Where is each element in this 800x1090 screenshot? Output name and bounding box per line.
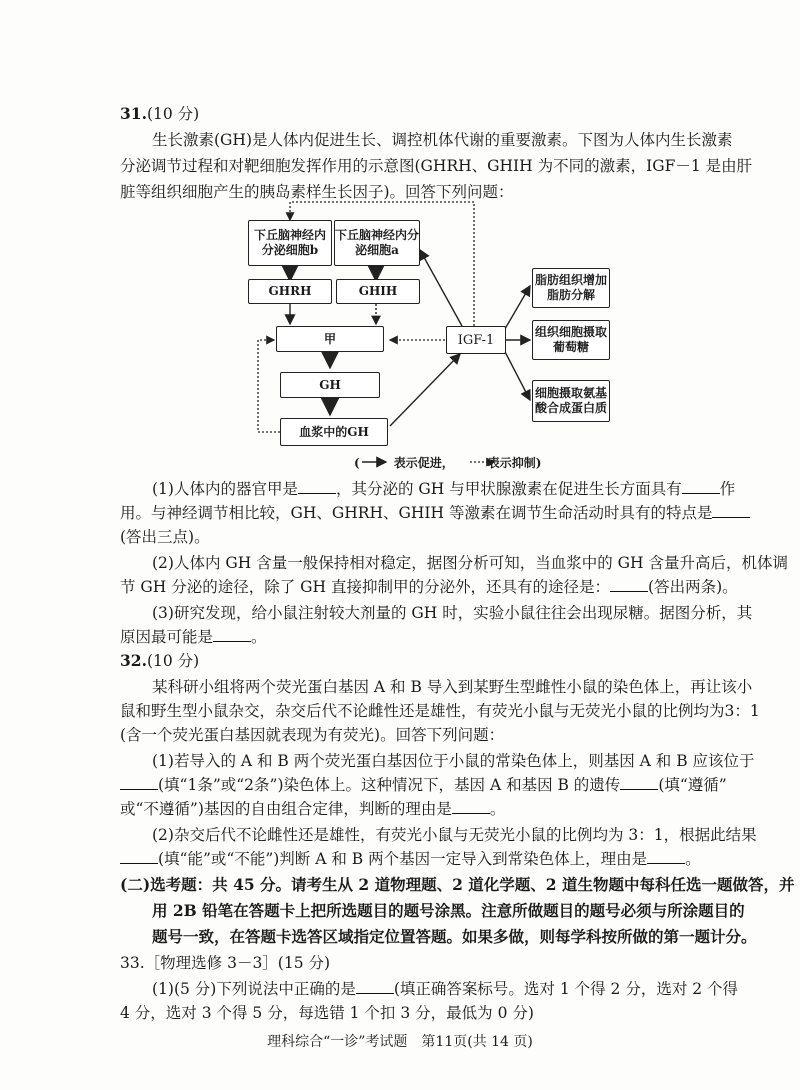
- arrow-plasma-jia-inhibit: [258, 340, 280, 432]
- q32-intro-1: 某科研小组将两个荧光蛋白基因 A 和 B 导入到某野生型雌性小鼠的染色体上，再让该小: [152, 678, 753, 696]
- page-footer: 理科综合“一诊”考试题 第11页(共 14 页): [267, 1034, 533, 1050]
- box-hypothalamus-cell-a: 下丘脑神经内分泌细胞a: [334, 220, 420, 266]
- box-igf-1: IGF-1: [446, 326, 506, 354]
- answer-blank: [213, 626, 251, 642]
- answer-blank: [620, 774, 658, 790]
- answer-blank: [356, 978, 394, 994]
- arrow-plasma-igf: [390, 354, 460, 426]
- q31-intro-1: 生长激素(GH)是人体内促进生长、调控机体代谢的重要激素。下图为人体内生长激素: [152, 131, 733, 149]
- q32-part2-line2: (填“能”或“不能”)判断 A 和 B 两个基因一定导入到常染色体上，理由是 。: [120, 848, 740, 870]
- q31-intro-3: 脏等组织细胞产生的胰岛素样生长因子)。回答下列问题：: [120, 183, 514, 201]
- answer-blank: [682, 478, 720, 494]
- q32-part1-line2: (填“1条”或“2条”)染色体上。这种情况下，基因 A 和基因 B 的遗传 (填“遵循”: [120, 774, 740, 796]
- q31-part2-line2: 节 GH 分泌的途径，除了 GH 直接抑制甲的分泌外，还具有的途径是： (答出两条)。: [120, 578, 738, 596]
- elective-instructions-line1: (二)选考题：共 45 分。请考生从 2 道物理题、2 道化学题、2 道生物题中每科任选一题做答，并: [120, 875, 795, 894]
- q32-part2-line1: (2)杂交后代不论雌性还是雄性，有荧光小鼠与无荧光小鼠的比例均为 3：1，根据此结果: [152, 826, 757, 844]
- q31-part1-line3: (答出三点)。: [120, 528, 210, 546]
- answer-blank: [647, 848, 685, 864]
- q31-part3-line1: (3)研究发现，给小鼠注射较大剂量的 GH 时，实验小鼠往往会出现尿糖。据图分析，其: [152, 604, 753, 622]
- box-gh: GH: [280, 372, 380, 398]
- box-effect-fat: 脂肪组织增加脂肪分解: [532, 268, 610, 308]
- q31-part1-line1: (1)人体内的器官甲是 ，其分泌的 GH 与甲状腺激素在促进生长方面具有 作: [152, 480, 736, 498]
- answer-blank: [610, 576, 648, 592]
- answer-blank: [120, 774, 158, 790]
- q31-part2-line1: (2)人体内 GH 含量一般保持相对稳定，据图分析可知，当血浆中的 GH 含量升高后，机体调: [152, 554, 788, 572]
- q31-part3-line2: 原因最可能是 。: [120, 628, 267, 646]
- q32-intro-3: (含一个荧光蛋白基因就表现为有荧光)。回答下列问题：: [120, 726, 505, 744]
- arrow-igf-cell-a: [420, 250, 462, 326]
- arrow-igf-effect1: [502, 286, 530, 334]
- box-ghrh: GHRH: [248, 279, 332, 304]
- q31-header: 31.(10 分): [120, 104, 200, 123]
- q31-part1-line2: 用。与神经调节相比较，GH、GHRH、GHIH 等激素在调节生命活动时具有的特点是: [120, 502, 740, 524]
- box-effect-protein: 细胞摄取氨基酸合成蛋白质: [532, 380, 610, 422]
- answer-blank: [298, 478, 336, 494]
- box-hypothalamus-cell-b: 下丘脑神经内分泌细胞b: [248, 220, 332, 266]
- q31-intro-2: 分泌调节过程和对靶细胞发挥作用的示意图(GHRH、GHIH 为不同的激素，IGF－1 是由肝: [120, 157, 753, 175]
- q32-header: 32.(10 分): [120, 651, 200, 670]
- box-plasma-gh: 血浆中的GH: [280, 418, 388, 446]
- answer-blank: [712, 502, 750, 518]
- q32-intro-2: 鼠和野生型小鼠杂交，杂交后代不论雌性还是雄性，有荧光小鼠与无荧光小鼠的比例均为3：1: [120, 702, 760, 720]
- q33-part1-line1: (1)(5 分)下列说法中正确的是 (填正确答案标号。选对 1 个得 2 分，选对 2 个得: [152, 980, 739, 998]
- answer-blank: [120, 848, 158, 864]
- gh-regulation-diagram: [240, 194, 630, 476]
- arrow-igf-effect3: [502, 346, 530, 400]
- answer-blank: [452, 798, 490, 814]
- q33-part1-line2: 4 分，选对 3 个得 5 分，每选错 1 个扣 3 分，最低为 0 分): [120, 1004, 534, 1022]
- box-organ-jia: 甲: [276, 326, 384, 352]
- diagram-legend: ( 表示促进， 表示抑制): [354, 456, 542, 470]
- box-effect-glucose: 组织细胞摄取葡萄糖: [532, 320, 610, 360]
- elective-instructions-line3: 题号一致，在答题卡选答区域指定位置答题。如果多做，则每学科按所做的第一题计分。: [152, 927, 757, 946]
- q32-part1-line1: (1)若导入的 A 和 B 两个荧光蛋白基因位于小鼠的常染色体上，则基因 A 和 B 应该位于: [152, 752, 755, 770]
- elective-instructions-line2: 用 2B 铅笔在答题卡上把所选题目的题号涂黑。注意所做题目的题号必须与所涂题目的: [152, 901, 745, 920]
- q33-title: 33.［物理选修 3－3］(15 分): [120, 954, 331, 972]
- box-ghih: GHIH: [336, 279, 420, 304]
- q32-part1-line3: 或“不遵循”)基因的自由组合定律，判断的理由是 。: [120, 800, 506, 818]
